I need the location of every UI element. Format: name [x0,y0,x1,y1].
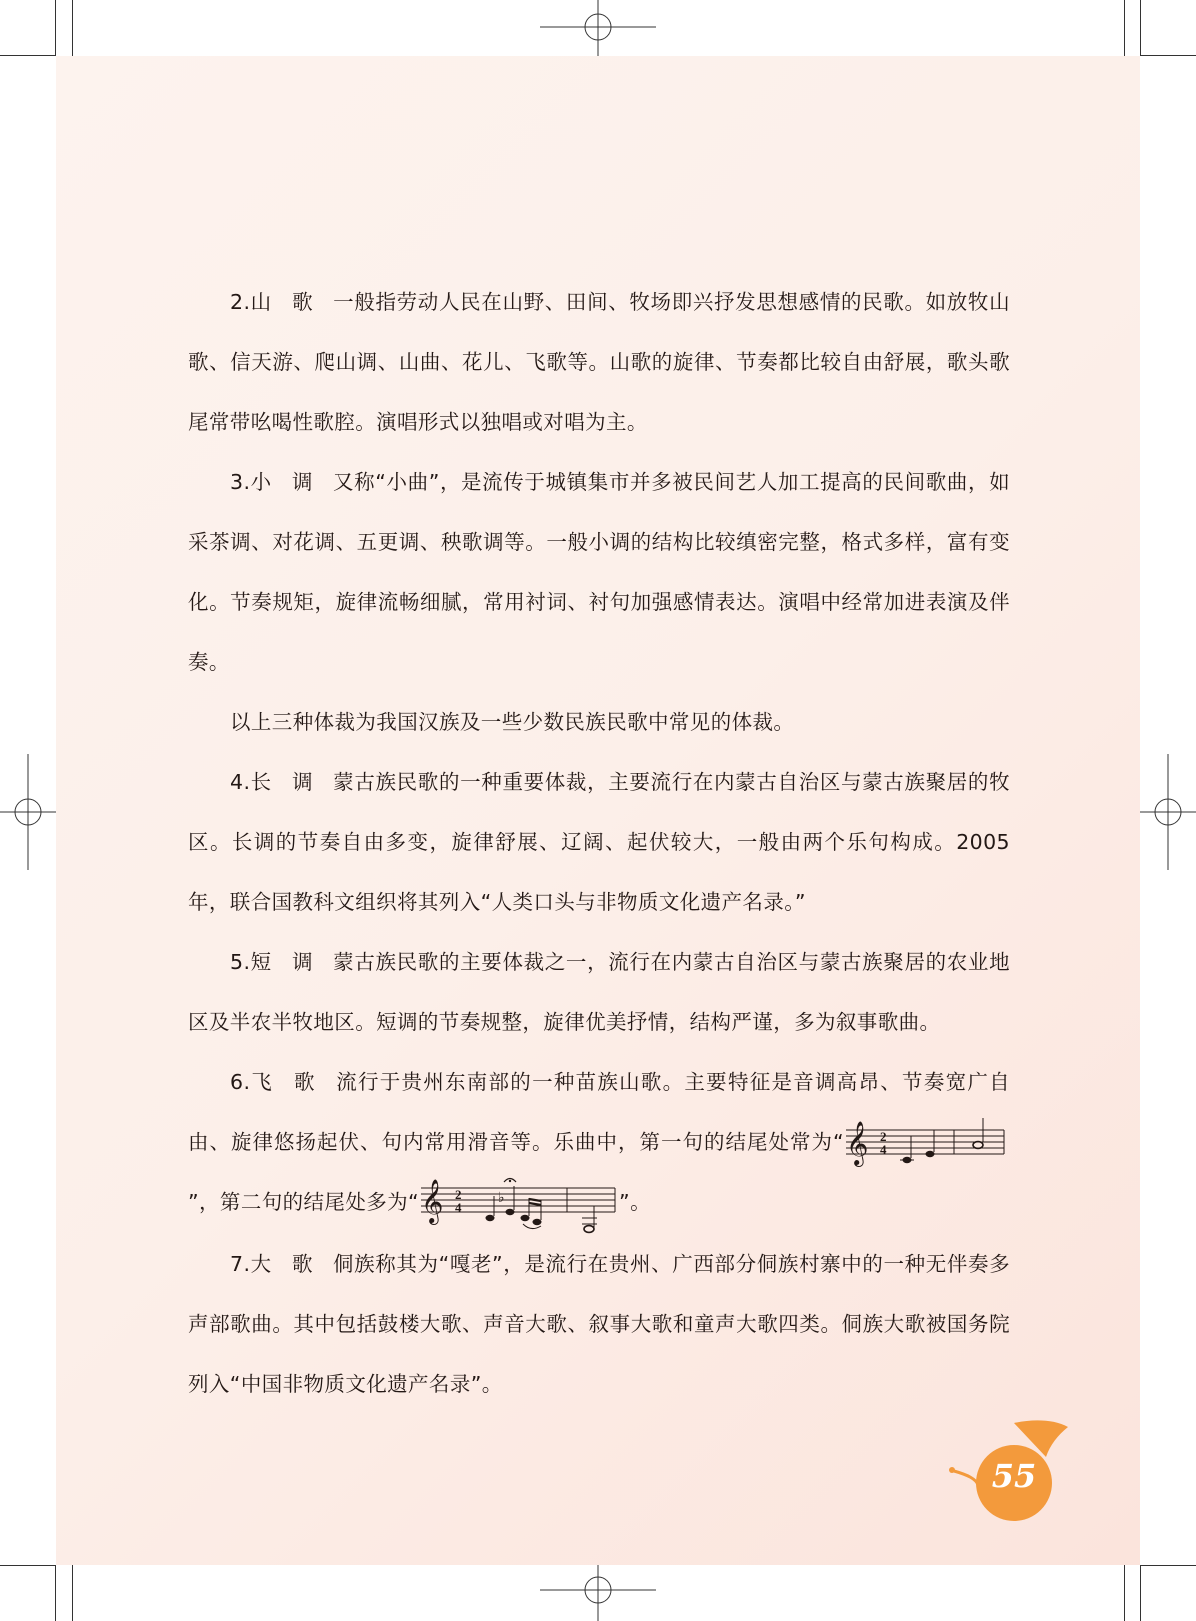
paragraph-text: 蒙古族民歌的一种重要体裁，主要流行在内蒙古自治区与蒙古族聚居的牧区。长调的节奏自由多变，旋律舒展、辽阔、起伏较大，一般由两个乐句构成。2005年，联合国教科文组织将其列入“人类口头与非物质文化遗产名录。” [188,770,1010,914]
item-number: 7. [230,1252,251,1276]
item-number: 3. [230,470,251,494]
paragraph-minor-tune [188,452,1010,692]
item-number: 6. [230,1070,251,1094]
registration-mark-left [0,754,56,870]
page-number: 55 [991,1457,1037,1495]
paragraph-text: 蒙古族民歌的主要体裁之一，流行在内蒙古自治区与蒙古族聚居的农业地区及半农半牧地区。短调的节奏规整，旋律优美抒情，结构严谨，多为叙事歌曲。 [188,950,1010,1034]
treble-clef-icon: 𝄞 [421,1179,444,1223]
paragraph-text-continued: ”，第二句的结尾处多为“ [188,1190,420,1214]
paragraph-text: 一般指劳动人民在山野、田间、牧场即兴抒发思想感情的民歌。如放牧山歌、信天游、爬山调、山曲、花儿、飞歌等。山歌的旋律、节奏都比较自由舒展，歌头歌尾常带吆喝性歌腔。演唱形式以独唱或对唱为主。 [188,290,1010,434]
page-number-badge [946,1415,1071,1525]
genre-term: 长 调 [250,770,313,794]
paragraph-text: 侗族称其为“嘎老”，是流行在贵州、广西部分侗族村寨中的一种无伴奏多声部歌曲。其中包括鼓楼大歌、声音大歌、叙事大歌和童声大歌四类。侗族大歌被国务院列入“中国非物质文化遗产名录”。 [188,1252,1010,1396]
paragraph-text-end: ”。 [619,1190,651,1214]
registration-mark-right [1140,754,1196,870]
svg-text:2: 2 [455,1187,462,1202]
body-text [188,272,1010,1414]
genre-term: 山 歌 [250,290,313,314]
paragraph-text: 以上三种体裁为我国汉族及一些少数民族民歌中常见的体裁。 [230,710,795,734]
item-number: 5. [230,950,251,974]
genre-term: 大 歌 [250,1252,313,1276]
paragraph-text: 又称“小曲”，是流传于城镇集市并多被民间艺人加工提高的民间歌曲，如采茶调、对花调、五更调、秧歌调等。一般小调的结构比较缜密完整，格式多样，富有变化。节奏规矩，旋律流畅细腻，常用衬词、衬句加强感情表达。演唱中经常加进表演及伴奏。 [188,470,1010,674]
svg-text:2: 2 [880,1129,887,1144]
paragraph-grand-song [188,1234,1010,1414]
music-score-first-phrase [844,1114,1010,1172]
item-number: 4. [230,770,251,794]
item-number: 2. [230,290,251,314]
svg-text:4: 4 [880,1142,887,1157]
registration-mark-top [540,0,656,56]
paragraph-flying-song [188,1052,1010,1234]
genre-term: 飞 歌 [250,1070,316,1094]
treble-clef-icon: 𝄞 [846,1121,869,1165]
genre-term: 短 调 [250,950,313,974]
svg-text:4: 4 [455,1200,462,1215]
genre-term: 小 调 [250,470,313,494]
paragraph-short-song [188,932,1010,1052]
svg-text:♭: ♭ [498,1190,506,1206]
paragraph-text: 流行于贵州东南部的一种苗族山歌。主要特征是音调高昂、节奏宽广自由、旋律悠扬起伏、句内常用滑音等。乐曲中，第一句的结尾处常为“ [188,1070,1011,1154]
registration-mark-bottom [540,1565,656,1621]
paragraph-summary [188,692,1010,752]
music-score-second-phrase [419,1172,619,1234]
paragraph-mountain-song [188,272,1010,452]
paragraph-long-song [188,752,1010,932]
